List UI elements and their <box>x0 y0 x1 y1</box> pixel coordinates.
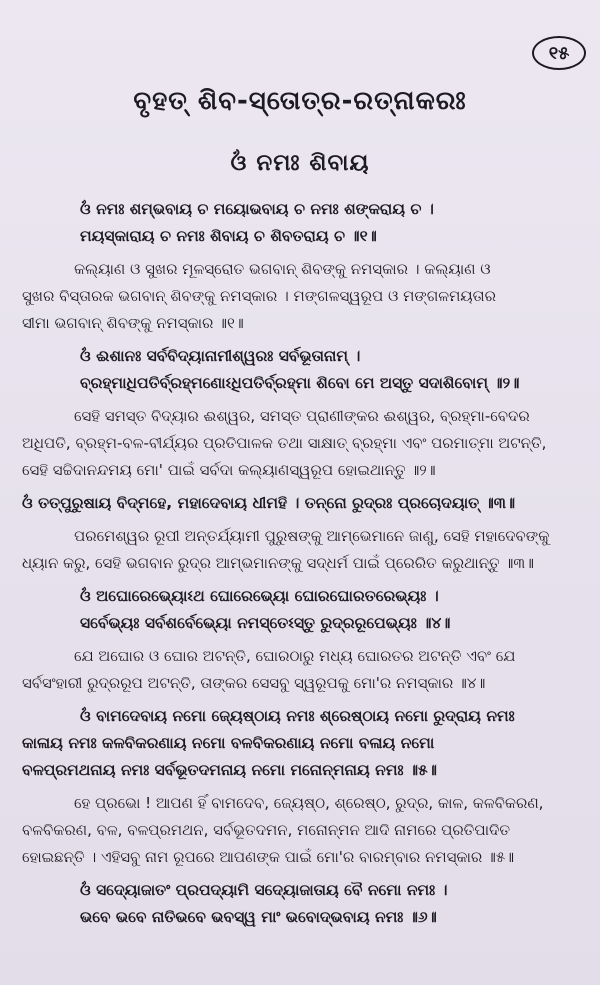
sanskrit-verse <box>22 583 578 637</box>
verse-line: ଓଁ ବାମଦେବାୟ ନମୋ ଜ୍ୟେଷ୍ଠାୟ ନମଃ ଶ୍ରେଷ୍ଠାୟ ନମୋ ରୁଦ୍ରାୟ ନମଃ <box>80 707 515 725</box>
sanskrit-verse <box>22 877 578 931</box>
text-body <box>22 196 578 937</box>
verse-line: ଓଁ ତତ୍ପୁରୁଷାୟ ବିଦ୍ମହେ, ମହାଦେବାୟ ଧୀମହି । ତନ୍ନୋ ରୁଦ୍ରଃ ପ୍ରଚୋଦୟାତ୍ ॥୩॥ <box>22 494 516 512</box>
page-number: ୧୫ <box>532 36 586 70</box>
sanskrit-verse <box>22 703 578 784</box>
translation-paragraph <box>22 523 578 577</box>
paragraph-line: ଯେ ଅଘୋର ଓ ଘୋର ଅଟନ୍ତି, ଘୋରଠାରୁ ମଧ୍ୟ ଘୋରତର ଅଟନ୍ତି ଏବଂ ଯେ <box>74 647 516 665</box>
verse-line: ଓଁ ଈଶାନଃ ସର୍ବବିଦ୍ୟାନାମୀଶ୍ୱରଃ ସର୍ବଭୂତାନାମ୍ । <box>80 347 361 365</box>
paragraph-line: ଧ୍ୟାନ କରୁ, ସେହି ଭଗବାନ ରୁଦ୍ର ଆମ୍ଭମାନଙ୍କୁ ସଦ୍ଧର୍ମ ପାଇଁ ପ୍ରେରିତ କରୁଥାନ୍ତୁ ॥୩॥ <box>22 554 535 572</box>
verse-line: ଓଁ ସଦ୍ୟୋଜାତଂ ପ୍ରପଦ୍ୟାମି ସଦ୍ୟୋଜାତାୟ ବୈ ନମୋ ନମଃ । <box>80 881 448 899</box>
paragraph-line: ହୋଇଛନ୍ତି । ଏହିସବୁ ନାମ ରୂପରେ ଆପଣଙ୍କ ପାଇଁ ମୋ'ର ବାରମ୍ବାର ନମସ୍କାର ॥୫॥ <box>22 848 515 866</box>
verse-line: କାଳାୟ ନମଃ କଳବିକରଣାୟ ନମୋ ବଳବିକରଣାୟ ନମୋ ବଳାୟ ନମୋ <box>22 734 435 752</box>
paragraph-line: ସର୍ବସଂହାରୀ ରୁଦ୍ରରୂପ ଅଟନ୍ତି, ତାଙ୍କର ସେସବୁ ସ୍ୱରୂପକୁ ମୋ'ର ନମସ୍କାର ॥୪॥ <box>22 674 486 692</box>
verse-line: ଓଁ ନମଃ ଶମ୍ଭବାୟ ଚ ମୟୋଭବାୟ ଚ ନମଃ ଶଙ୍କରାୟ ଚ । <box>80 200 434 218</box>
page-title: ବୃହତ୍ ଶିବ-ସ୍ତୋତ୍ର-ରତ୍ନାକରଃ <box>133 86 467 116</box>
sanskrit-verse <box>22 343 578 397</box>
paragraph-line: ହେ ପ୍ରଭୋ ! ଆପଣ ହିଁ ବାମଦେବ, ଜ୍ୟେଷ୍ଠ, ଶ୍ରେଷ୍ଠ, ରୁଦ୍ର, କାଳ, କଳବିକରଣ, <box>74 794 544 812</box>
translation-paragraph <box>22 643 578 697</box>
paragraph-line: ସୀମା ଭଗବାନ୍ ଶିବଙ୍କୁ ନମସ୍କାର ॥୧॥ <box>22 314 244 332</box>
translation-paragraph <box>22 403 578 484</box>
verse-line: ବଳପ୍ରମଥନାୟ ନମଃ ସର୍ବଭୂତଦମନାୟ ନମୋ ମନୋନ୍ମନାୟ ନମଃ ॥୫॥ <box>22 761 437 779</box>
verse-line: ମୟସ୍କାରାୟ ଚ ନମଃ ଶିବାୟ ଚ ଶିବତରାୟ ଚ ॥୧॥ <box>80 227 377 245</box>
sanskrit-verse <box>22 196 578 250</box>
page-subtitle: ଓଁ ନମଃ ଶିବାୟ <box>230 150 370 176</box>
paragraph-line: ବଳବିକରଣ, ବଳ, ବଳପ୍ରମଥନ, ସର୍ବଭୂତଦମନ, ମନୋନ୍ମନ ଆଦି ନାମରେ ପ୍ରତିପାଦିତ <box>22 821 511 839</box>
paragraph-line: ସେହି ସମସ୍ତ ବିଦ୍ୟାର ଈଶ୍ୱର, ସମସ୍ତ ପ୍ରାଣୀଙ୍କର ଈଶ୍ୱର, ବ୍ରହ୍ମା-ବେଦର <box>74 407 530 425</box>
verse-line: ସର୍ବେଭ୍ୟଃ ସର୍ବଶର୍ବେଭ୍ୟୋ ନମସ୍ତେଽସ୍ତୁ ରୁଦ୍ରରୂପେଭ୍ୟଃ ॥୪॥ <box>80 614 451 632</box>
translation-paragraph <box>22 790 578 871</box>
verse-line: ଭବେ ଭବେ ନାତିଭବେ ଭବସ୍ୱ ମାଂ ଭବୋଦ୍ଭବାୟ ନମଃ ॥୬॥ <box>80 908 437 926</box>
paragraph-line: ସେହି ସଚ୍ଚିଦାନନ୍ଦମୟ ମୋ' ପାଇଁ ସର୍ବଦା କଲ୍ୟାଣସ୍ୱରୂପ ହୋଇଥାନ୍ତୁ ॥୨॥ <box>22 461 436 479</box>
paragraph-line: ସୁଖର ବିସ୍ତାରକ ଭଗବାନ୍ ଶିବଙ୍କୁ ନମସ୍କାର । ମଙ୍ଗଳସ୍ୱରୂପ ଓ ମଙ୍ଗଳମୟତାର <box>22 287 496 305</box>
paragraph-line: ଅଧିପତି, ବ୍ରହ୍ମ-ବଳ-ବୀର୍ଯ୍ୟର ପ୍ରତିପାଳକ ତଥା ସାକ୍ଷାତ୍ ବ୍ରହ୍ମା ଏବଂ ପରମାତ୍ମା ଅଟନ୍ତି, <box>22 434 547 452</box>
paragraph-line: କଲ୍ୟାଣ ଓ ସୁଖର ମୂଳସ୍ରୋତ ଭଗବାନ୍ ଶିବଙ୍କୁ ନମସ୍କାର । କଲ୍ୟାଣ ଓ <box>74 260 491 278</box>
translation-paragraph <box>22 256 578 337</box>
verse-line: ଓଁ ଅଘୋରେଭ୍ୟୋଽଥ ଘୋରେଭ୍ୟୋ ଘୋରଘୋରତରେଭ୍ୟଃ । <box>80 587 439 605</box>
verse-line: ବ୍ରହ୍ମାଧିପତିର୍ବ୍ରହ୍ମଣୋଽଧିପତିର୍ବ୍ରହ୍ମା ଶିବୋ ମେ ଅସ୍ତୁ ସଦାଶିବୋମ୍ ॥୨॥ <box>80 374 520 392</box>
sanskrit-verse <box>22 490 578 517</box>
paragraph-line: ପରମେଶ୍ୱର ରୂପୀ ଅନ୍ତର୍ଯ୍ୟାମୀ ପୁରୁଷଙ୍କୁ ଆମ୍ଭେମାନେ ଜାଣୁ, ସେହି ମହାଦେବଙ୍କୁ <box>74 527 550 545</box>
